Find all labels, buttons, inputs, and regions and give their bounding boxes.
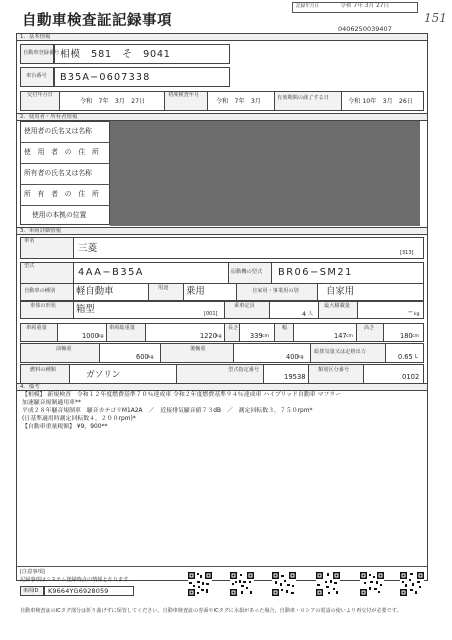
length-value: 339 bbox=[250, 332, 263, 340]
width-value: 147 bbox=[334, 332, 347, 340]
gross-label: 車両総重量 bbox=[109, 325, 135, 331]
capacity-value: 4 bbox=[302, 310, 307, 318]
maxload-label: 最大積載量 bbox=[324, 303, 350, 309]
footer-note: 自動車検査証のICタグ部分は折り曲げずに保管してください。自動車検査証の券面やICタグに水損があった場合、自動車・ロシアの電話の使いより再交付が必要です。 bbox=[20, 608, 402, 614]
maker-label: 車名 bbox=[24, 238, 35, 244]
width-label: 幅 bbox=[282, 325, 288, 331]
capacity-label: 乗車定員 bbox=[234, 303, 255, 309]
weight-value: 1000 bbox=[82, 332, 99, 340]
front-axle-unit: kg bbox=[148, 355, 154, 360]
issue-date-value: 令和 7年 3月 27日 bbox=[80, 98, 146, 105]
fuel-label: 燃料の種類 bbox=[30, 367, 56, 373]
displacement-label: 総排気量又は定格出力 bbox=[314, 349, 366, 355]
owner-name-label: 所有者の氏名又は名称 bbox=[24, 169, 92, 177]
rear-axle-value: 400 bbox=[286, 353, 299, 361]
section-owner-label: 2．使用者・所有者情報 bbox=[20, 113, 78, 120]
displacement-value: 0.65 bbox=[398, 353, 413, 361]
type-no-label: 型式指定番号 bbox=[228, 367, 260, 373]
qr-code bbox=[400, 572, 424, 596]
redacted-owner-info bbox=[110, 121, 420, 226]
height-value: 180 bbox=[400, 332, 413, 340]
kind-value: 軽自動車 bbox=[76, 286, 114, 297]
expiry-value: 令和 10年 3月 26日 bbox=[348, 98, 413, 105]
model-label: 型式 bbox=[24, 263, 35, 269]
length-label: 長さ bbox=[228, 325, 239, 331]
notes-line-2: 加速騒音規制適用車** bbox=[22, 400, 81, 406]
chassis-value: B35A−0607338 bbox=[60, 72, 151, 83]
user-name-label: 使用者の氏名又は名称 bbox=[24, 127, 92, 135]
gross-value: 1220 bbox=[200, 332, 217, 340]
section-header-notes bbox=[16, 383, 428, 391]
shape-code: [001] bbox=[204, 311, 218, 317]
car-id-label: 車両ID bbox=[23, 587, 39, 594]
use-label: 用途 bbox=[158, 285, 169, 291]
owner-address-label: 所 有 者 の 住 所 bbox=[24, 190, 99, 198]
section-vehicle-label: 3．車両詳細情報 bbox=[20, 227, 62, 234]
maxload-unit: kg bbox=[414, 312, 420, 317]
shape-value: 箱型 bbox=[76, 304, 95, 315]
footer-divider bbox=[16, 566, 428, 567]
use-value: 乗用 bbox=[186, 286, 205, 297]
notes-line-3: 平成２８年騒音規制車 騒音カテゴリM1A2A ／ 近接排気騒音値７３dB ／ 測定回転数３，７５０rpm* bbox=[22, 408, 313, 414]
displacement-unit: L bbox=[415, 354, 418, 360]
qr-code bbox=[272, 572, 296, 596]
weight-label: 車両重量 bbox=[26, 325, 47, 331]
length-unit: cm bbox=[262, 334, 270, 339]
type-no-value: 19538 bbox=[284, 373, 306, 381]
front-axle-value: 600 bbox=[136, 353, 149, 361]
record-date-label: 記録年月日 bbox=[296, 4, 319, 9]
front-axle-label: 前軸重 bbox=[56, 346, 72, 352]
section-basic-label: 1．基本情報 bbox=[20, 33, 51, 40]
class-no-value: 0102 bbox=[402, 373, 420, 381]
gross-unit: kg bbox=[216, 334, 222, 339]
class-no-label: 類別区分番号 bbox=[318, 367, 350, 373]
user-address-label: 使 用 者 の 住 所 bbox=[24, 148, 99, 156]
issue-date-label: 交付年月日 bbox=[27, 92, 53, 98]
maxload-value: − bbox=[408, 308, 414, 316]
shape-label: 車体の形状 bbox=[30, 303, 56, 309]
height-unit: cm bbox=[412, 334, 420, 339]
section-header-basic bbox=[16, 33, 428, 41]
kind-label: 自動車の種別 bbox=[24, 288, 56, 294]
caution-title: [注意事項] bbox=[20, 569, 45, 575]
biz-label: 自家用・事業用の別 bbox=[252, 288, 299, 294]
height-label: 高さ bbox=[364, 325, 375, 331]
rear-axle-label: 後軸重 bbox=[190, 346, 206, 352]
reg-no-label: 自動車登録番号 bbox=[23, 50, 60, 56]
qr-code bbox=[230, 572, 254, 596]
qr-code bbox=[188, 572, 212, 596]
first-reg-label: 初度検査年月 bbox=[168, 92, 200, 98]
engine-label: 原動機の型式 bbox=[231, 269, 263, 275]
engine-value: BR06−SM21 bbox=[278, 267, 353, 278]
first-reg-value: 令和 7年 3月 bbox=[216, 98, 261, 105]
maker-code: [313] bbox=[400, 250, 414, 256]
base-location-label: 使用の本拠の位置 bbox=[32, 211, 87, 219]
rear-axle-unit: kg bbox=[298, 355, 304, 360]
caution-text: 記録事項はシステム登録時点の情報となります bbox=[20, 577, 129, 583]
maker-value: 三菱 bbox=[78, 243, 98, 254]
page-handwritten-mark: 151 bbox=[424, 11, 447, 25]
fuel-value: ガソリン bbox=[86, 370, 121, 380]
notes-line-5: 【自動車重量税額】 ¥9，900** bbox=[22, 424, 108, 430]
width-unit: cm bbox=[346, 334, 354, 339]
notes-line-4: (日基準適用時測定回転数４，２００rpm)* bbox=[22, 416, 136, 422]
document-number: 0406250039407 bbox=[338, 25, 392, 33]
record-date-value: 令和 7年 3月 27日 bbox=[340, 3, 390, 9]
notes-line-1: 【相模】 新規検査 令和１２年度燃費基準７０％達成車 令和２年度燃費基準９４％達成車 ハイブリッド自動車 マフラー bbox=[22, 392, 342, 398]
car-id-value: K9664YG6928059 bbox=[48, 587, 109, 595]
reg-no-value: 相模 581 そ 9041 bbox=[60, 49, 171, 60]
page-title: 自動車検査証記録事項 bbox=[22, 13, 172, 29]
model-value: 4AA−B35A bbox=[78, 267, 145, 278]
section-notes-label: 4．備考 bbox=[20, 383, 40, 390]
qr-code bbox=[316, 572, 340, 596]
section-header-vehicle bbox=[16, 227, 428, 235]
qr-code bbox=[360, 572, 384, 596]
expiry-label: 有効期間の満了する日 bbox=[277, 95, 329, 101]
chassis-label: 車台番号 bbox=[26, 73, 47, 79]
weight-unit: kg bbox=[98, 334, 104, 339]
capacity-unit: 人 bbox=[308, 311, 314, 317]
section-header-owner bbox=[16, 113, 428, 121]
biz-value: 自家用 bbox=[326, 286, 355, 297]
